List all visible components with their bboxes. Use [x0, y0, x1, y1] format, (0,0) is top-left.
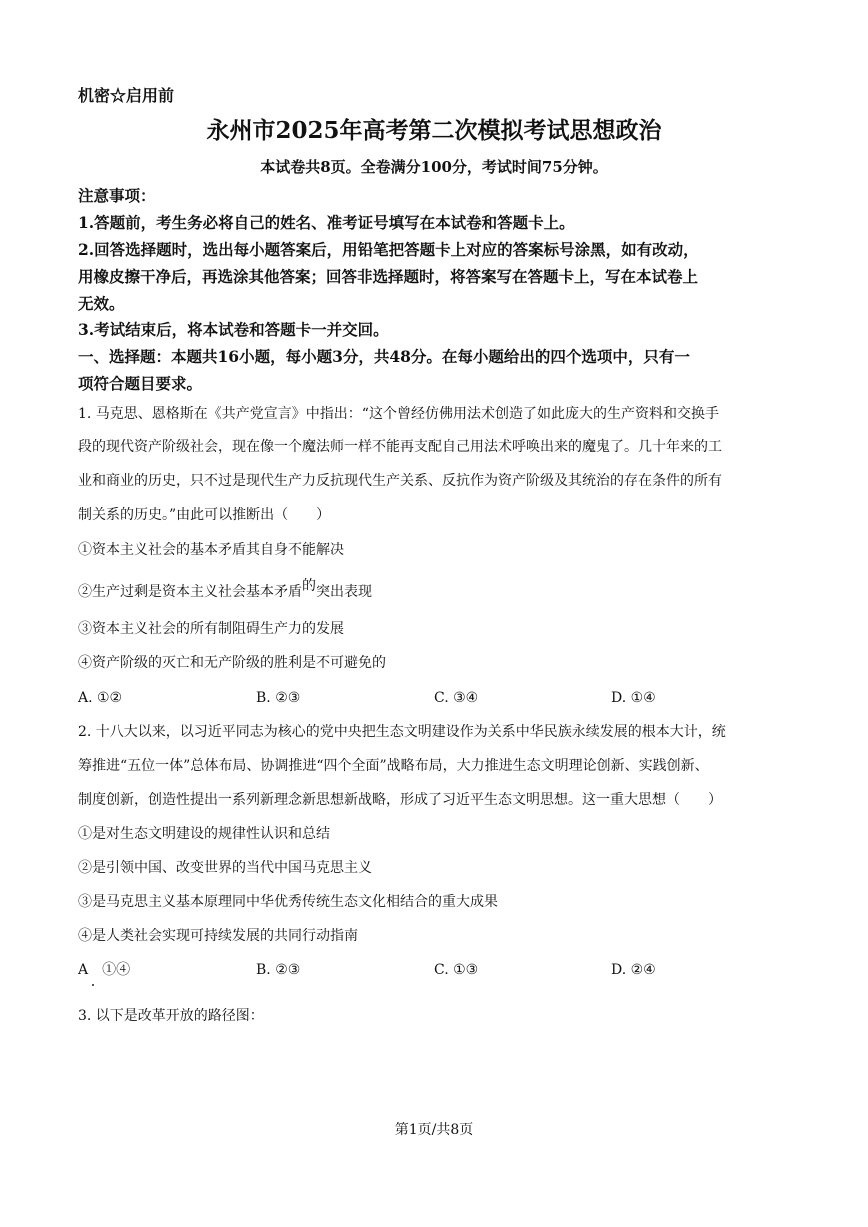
question-2-stem: 2. 十八大以来，以习近平同志为核心的党中央把生态文明建设作为关系中华民族永续发展的根本大计，统 — [78, 724, 726, 740]
section-heading-cont: 项符合题目要求。 — [78, 374, 203, 393]
notice-heading: 注意事项： — [78, 186, 156, 205]
question-2-option-a: A ①④ — [78, 962, 131, 978]
question-1-option-d: D. ①④ — [611, 690, 656, 706]
question-1-statement — [78, 578, 372, 602]
question-1-option-a: A. ①② — [78, 690, 123, 706]
question-2-stem: 制度创新，创造性提出一系列新理念新思想新战略，形成了习近平生态文明思想。这一重大思想（ ） — [78, 792, 722, 808]
question-3-stem: 3. 以下是改革开放的路径图： — [78, 1008, 264, 1024]
statement-text-tail: 突出表现 — [316, 584, 372, 600]
question-1-statement: ③资本主义社会的所有制阻碍生产力的发展 — [78, 621, 344, 637]
question-1-option-c: C. ③④ — [434, 690, 479, 706]
question-2-option-d: D. ②④ — [611, 962, 656, 978]
statement-text: ②生产过剩是资本主义社会基本矛盾 — [78, 584, 302, 600]
question-2-option-c: C. ①③ — [434, 962, 479, 978]
statement-superscript: 的 — [302, 578, 316, 594]
exam-title: 永州市2025年高考第二次模拟考试思想政治 — [206, 117, 662, 144]
question-1-stem: 1. 马克思、恩格斯在《共产党宣言》中指出：“这个曾经仿佛用法术创造了如此庞大的生产资料和交换手 — [78, 406, 719, 422]
exam-subtitle: 本试卷共8页。全卷满分100分，考试时间75分钟。 — [260, 158, 608, 176]
confidential-label: 机密☆启用前 — [78, 86, 175, 105]
question-1-stem: 制关系的历史。”由此可以推断出（ ） — [78, 507, 331, 523]
section-heading: 一、选择题：本题共16小题，每小题3分，共48分。在每小题给出的四个选项中，只有一 — [78, 347, 690, 366]
question-1-stem: 段的现代资产阶级社会，现在像一个魔法师一样不能再支配自己用法术呼唤出来的魔鬼了。几十年来的工 — [78, 439, 722, 455]
notice-line: 1.答题前，考生务必将自己的姓名、准考证号填写在本试卷和答题卡上。 — [78, 213, 575, 232]
question-2-statement: ④是人类社会实现可持续发展的共同行动指南 — [78, 928, 358, 944]
question-2-stem: 筹推进“五位一体”总体布局、协调推进“四个全面”战略布局，大力推进生态文明理论创新、实践创新、 — [78, 758, 709, 774]
question-2-statement: ②是引领中国、改变世界的当代中国马克思主义 — [78, 860, 372, 876]
stray-dot — [92, 984, 94, 986]
page-footer: 第1页/共8页 — [394, 1122, 474, 1138]
question-2-option-b: B. ②③ — [256, 962, 301, 978]
question-2-statement: ③是马克思主义基本原理同中华优秀传统生态文化相结合的重大成果 — [78, 894, 498, 910]
question-2-statement: ①是对生态文明建设的规律性认识和总结 — [78, 826, 330, 842]
question-1-option-b: B. ②③ — [256, 690, 301, 706]
notice-line: 2.回答选择题时，选出每小题答案后，用铅笔把答题卡上对应的答案标号涂黑，如有改动， — [78, 240, 699, 259]
notice-line: 3.考试结束后，将本试卷和答题卡一并交回。 — [78, 320, 389, 339]
question-1-stem: 业和商业的历史，只不过是现代生产力反抗现代生产关系、反抗作为资产阶级及其统治的存在条件的所有 — [78, 473, 722, 489]
notice-line: 用橡皮擦干净后，再选涂其他答案；回答非选择题时，将答案写在答题卡上，写在本试卷上 — [78, 267, 699, 286]
question-1-statement: ①资本主义社会的基本矛盾其自身不能解决 — [78, 542, 344, 558]
question-1-statement: ④资产阶级的灭亡和无产阶级的胜利是不可避免的 — [78, 655, 386, 671]
notice-line: 无效。 — [78, 294, 125, 313]
